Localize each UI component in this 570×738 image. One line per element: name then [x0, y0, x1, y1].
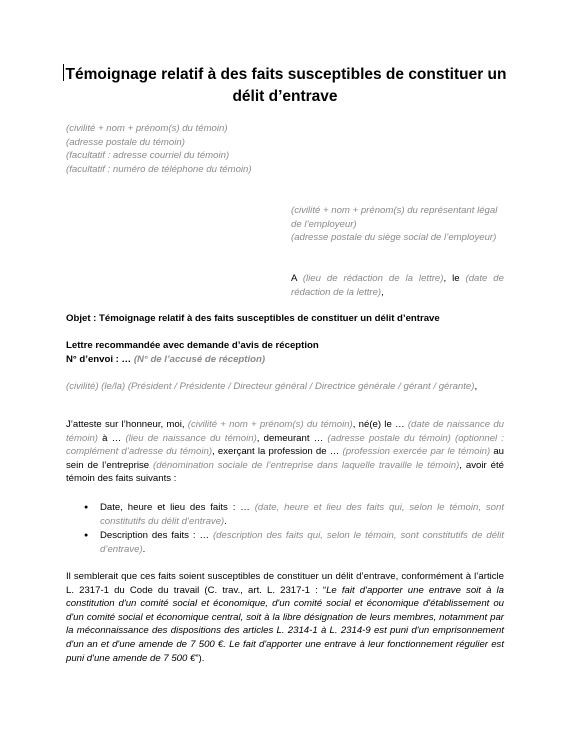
law-quote: Le fait d'apporter une entrave soit à la constitution d'un comité social et économique, d'un comité social et économique d'établissement ou d'un comité social et économique central, soit à la libre désignation de leurs membres, notamment par la méconnaissance des dispositions des articles L. 2314-1 à L. 2314-9 est puni d'un emprisonnement d'un an et d'une amende de 7 500 €. Le fait d'apporter une entrave à leur fonctionnement régulier est puni d'une amende de 7 500 € — [66, 584, 504, 664]
registered-letter-block — [66, 339, 506, 366]
facts-list — [84, 501, 504, 557]
place-date-line: A (lieu de rédaction de la lettre), le (date de rédaction de la lettre), — [291, 273, 504, 298]
legal-paragraph: Il semblerait que ces faits soient susceptibles de constituer un délit d’entrave, conformément à l’article L. 2317-1 du Code du travail (C. trav., art. L. 2317-1 : “Le fait d'apporter une entrave soit à la constitution d'un comité social et économique, d'un comité social et économique d'établissement ou d'un comité social et économique central, soit à la libre désignation de leurs membres, notamment par la méconnaissance des dispositions des articles L. 2314-1 à L. 2314-9 est puni d'un emprisonnement d'un an et d'une amende de 7 500 €. Le fait d'apporter une entrave à leur fonctionnement régulier est puni d'une amende de 7 500 €”). — [66, 571, 504, 664]
document-title: Témoignage relatif à des faits susceptibles de constituer un délit d’entrave — [65, 66, 507, 105]
list-item: ● Description des faits : … (description des faits qui, selon le témoin, sont constitutifs de délit d’entrave). — [84, 529, 504, 556]
recipient-name: (civilité + nom + prénom(s) du représentant légal de l’employeur) — [291, 205, 498, 230]
sender-phone: (facultatif : numéro de téléphone du témoin) — [66, 163, 252, 175]
tracking-number-line: N° d’envoi : … (N° de l’accusé de réception) — [66, 353, 266, 365]
subject-line: Objet : Témoignage relatif à des faits susceptibles de constituer un délit d’entrave — [66, 313, 440, 324]
tracking-number-hint: (N° de l’accusé de réception) — [133, 353, 266, 365]
list-item: ● Date, heure et lieu des faits : … (date, heure et lieu des faits qui, selon le témoin, sont constitutifs du délit d’entrave). — [84, 501, 504, 528]
recipient-address: (adresse postale du siège social de l’employeur) — [291, 232, 497, 244]
sender-email: (facultatif : adresse courriel du témoin) — [66, 150, 230, 162]
registered-letter-label: Lettre recommandée avec demande d’avis de réception — [66, 340, 319, 351]
date-hint: (date de rédaction de la lettre) — [291, 273, 504, 298]
sender-block — [66, 122, 266, 176]
recipient-block — [291, 204, 504, 245]
salutation-line: (civilité) (le/la) (Président / Présidente / Directeur général / Directrice générale / gérant / gérante), — [66, 381, 478, 392]
sender-name: (civilité + nom + prénom(s) du témoin) — [66, 123, 228, 134]
sender-address: (adresse postale du témoin) — [66, 136, 185, 148]
place-hint: (lieu de rédaction de la lettre) — [302, 273, 444, 284]
attestation-paragraph: J’atteste sur l’honneur, moi, (civilité + nom + prénom(s) du témoin), né(e) le … (date de naissance du témoin) à … (lieu de naissance du témoin), demeurant … (adresse postale du témoin) (optionnel : complément d’adresse du témoin), exerçant la profession de … (profession exercée par le témoin) au sein de l’entreprise (dénomination sociale de l’entreprise dans laquelle travaille le témoin), avoir été témoin des faits suivants : — [66, 419, 505, 485]
